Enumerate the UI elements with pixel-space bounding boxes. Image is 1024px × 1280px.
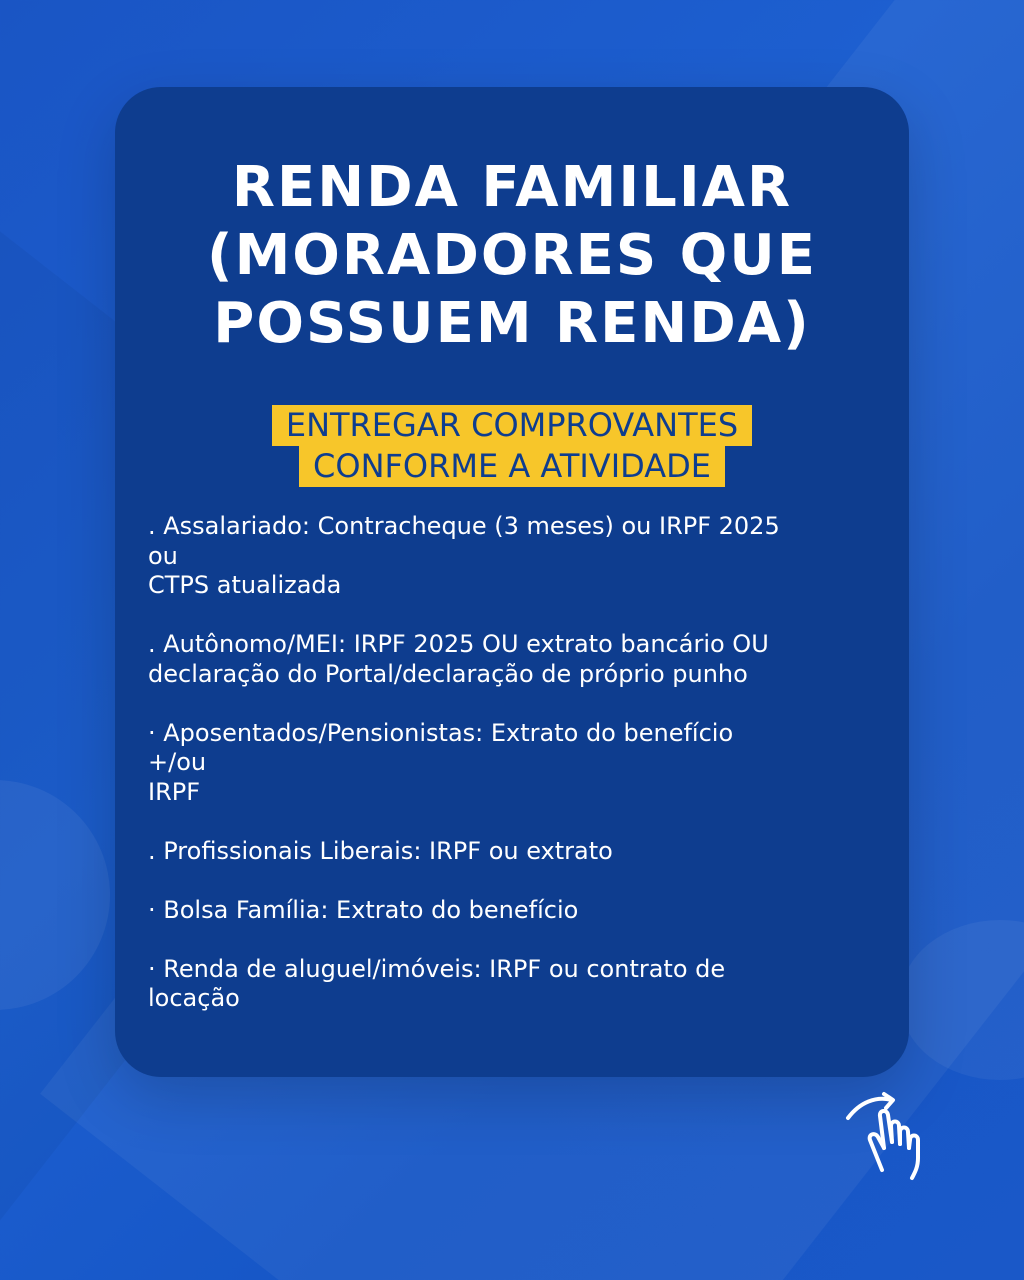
list-item [148,630,868,689]
list-item-line: . Autônomo/MEI: IRPF 2025 OU extrato bancário OU [148,630,769,658]
list-item-line: . Profissionais Liberais: IRPF ou extrato [148,836,613,865]
title-line: (MORADORES QUE [206,223,817,288]
requirements-list [148,512,868,1043]
list-item [148,512,868,601]
page-title [0,154,1024,358]
list-item-line: ou [148,541,178,570]
list-item [148,719,868,808]
list-item-line: +/ou [148,748,207,776]
list-item-line: · Renda de aluguel/imóveis: IRPF ou contrato de [148,954,726,983]
list-item-line: CTPS atualizada [148,571,342,599]
list-item-line: declaração do Portal/declaração de próprio punho [148,659,748,688]
list-item-line: . Assalariado: Contracheque (3 meses) ou IRPF 2025 [148,512,780,540]
highlight-banner [0,405,1024,487]
tap-hand-icon [842,1088,942,1183]
list-item-line: IRPF [148,777,201,806]
title-line: RENDA FAMILIAR [231,155,793,220]
highlight-line: CONFORME A ATIVIDADE [299,446,725,487]
list-item [148,955,868,1014]
list-item [148,837,868,867]
title-line: POSSUEM RENDA) [213,291,811,356]
list-item [148,896,868,926]
list-item-line: locação [148,984,240,1012]
list-item-line: · Bolsa Família: Extrato do benefício [148,895,579,924]
highlight-line: ENTREGAR COMPROVANTES [272,405,752,446]
list-item-line: · Aposentados/Pensionistas: Extrato do benefício [148,718,734,747]
